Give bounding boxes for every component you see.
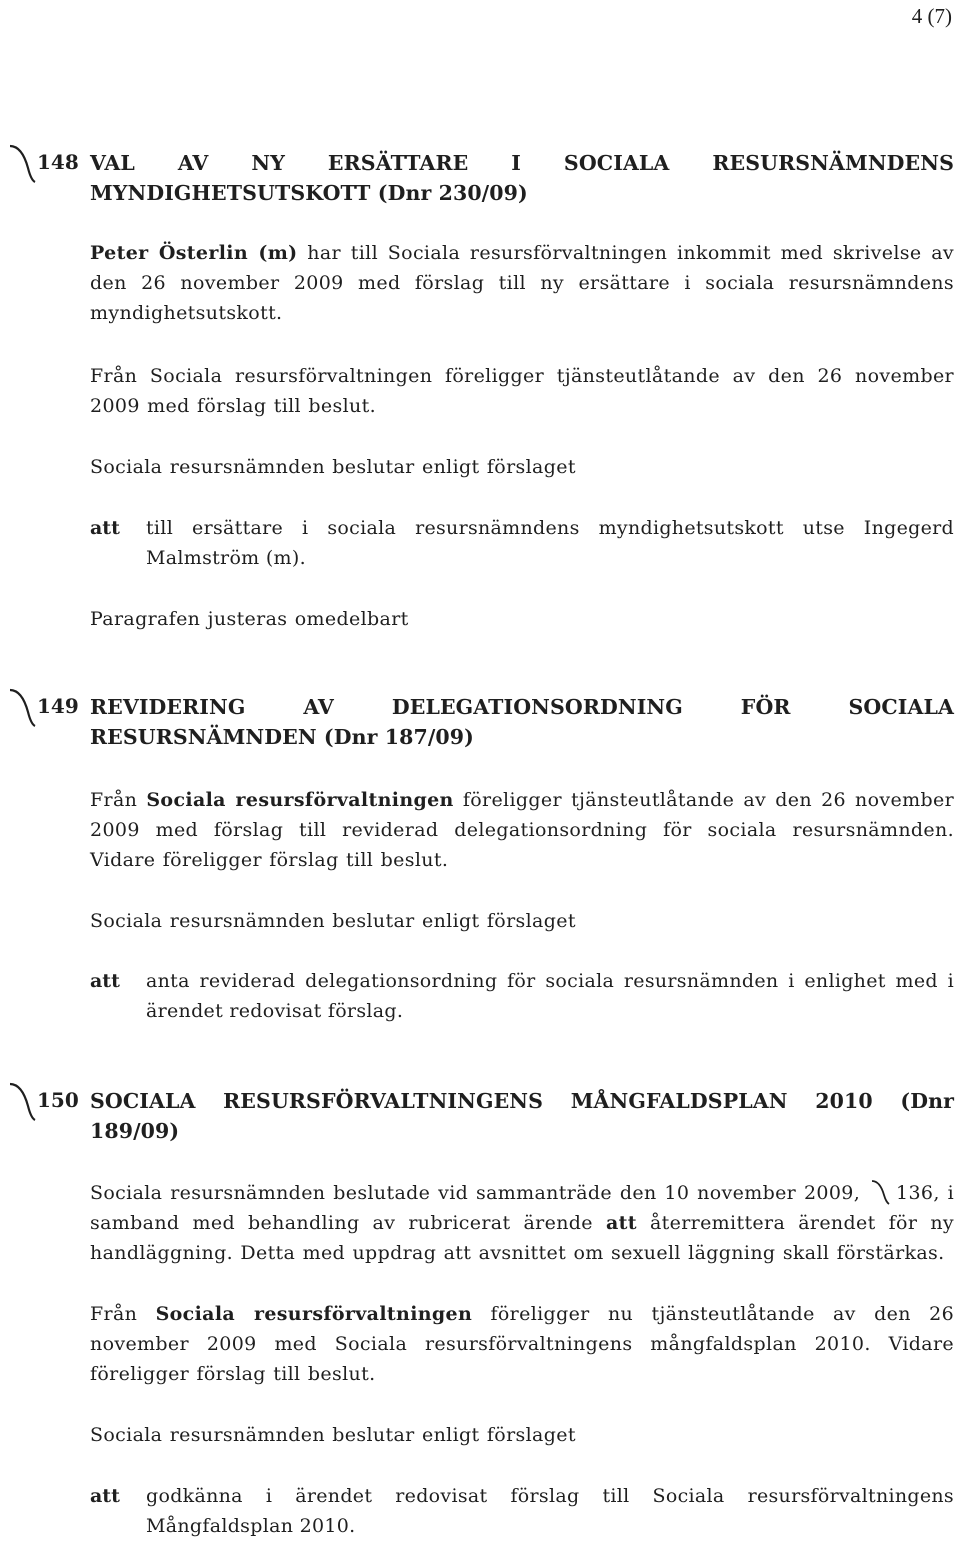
paragraph-text: återremittera ärendet för ny handläggning. Detta med uppdrag att avsnittet om sexuell läggning skall förstärkas. (90, 1212, 954, 1264)
section-148-decision-intro: Sociala resursnämnden beslutar enligt förslaget (90, 456, 576, 478)
paragraph-text: Sociala resursnämnden beslutade vid sammanträde den 10 november 2009, (90, 1182, 868, 1204)
paragraph-sign-icon (868, 1179, 890, 1205)
paragraph-sign-icon (2, 142, 36, 184)
decision-text: godkänna i ärendet redovisat förslag till Sociala resursförvaltningens Mångfaldsplan 2010. (146, 1485, 954, 1537)
att-label: att (90, 970, 120, 992)
paragraph-text: har till Sociala resursförvaltningen inkommit med skrivelse av den 26 november 2009 med förslag till ny ersättare i sociala resursnämndens myndighetsutskott. (90, 242, 954, 324)
paragraph-text: 136, i samband med behandling av rubricerat ärende (90, 1182, 954, 1234)
section-149-decision-intro: Sociala resursnämnden beslutar enligt förslaget (90, 910, 576, 932)
section-title-150: SOCIALA RESURSFÖRVALTNINGENS MÅNGFALDSPLAN 2010 (Dnr 189/09) (90, 1089, 954, 1143)
decision-text: anta reviderad delegationsordning för sociala resursnämnden i enlighet med i ärendet redovisat förslag. (146, 970, 954, 1022)
section-number-149: 149 (37, 694, 79, 718)
section-title-149: REVIDERING AV DELEGATIONSORDNING FÖR SOCIALA RESURSNÄMNDEN (Dnr 187/09) (90, 695, 954, 749)
section-149-decision (90, 966, 954, 1026)
section-150-decision-intro: Sociala resursnämnden beslutar enligt förslaget (90, 1424, 576, 1446)
department-name: Sociala resursförvaltningen (146, 789, 454, 811)
proposer-name: Peter Österlin (m) (90, 242, 298, 264)
section-number-150: 150 (37, 1088, 79, 1112)
section-148-paragraph-1 (90, 238, 954, 328)
section-number-148: 148 (37, 150, 79, 174)
att-label: att (90, 1485, 120, 1507)
section-title-148: VAL AV NY ERSÄTTARE I SOCIALA RESURSNÄMNDENS MYNDIGHETSUTSKOTT (Dnr 230/09) (90, 151, 954, 205)
att-label: att (90, 517, 120, 539)
page-number: 4 (7) (911, 4, 952, 28)
section-150-decision (90, 1481, 954, 1541)
section-148-paragraph-2: Från Sociala resursförvaltningen föreligger tjänsteutlåtande av den 26 november 2009 med förslag till beslut. (90, 365, 954, 417)
decision-text: till ersättare i sociala resursnämndens myndighetsutskott utse Ingegerd Malmström (m). (146, 517, 954, 569)
paragraph-text: föreligger tjänsteutlåtande av den 26 november 2009 med förslag till reviderad delegationsordning för sociala resursnämnden. Vidare föreligger förslag till beslut. (90, 789, 955, 871)
section-150-paragraph-1 (90, 1178, 954, 1268)
department-name: Sociala resursförvaltningen (155, 1303, 473, 1325)
section-149-paragraph-1 (90, 785, 954, 875)
att-inline: att (605, 1212, 637, 1234)
section-148-adjusted-note: Paragrafen justeras omedelbart (90, 608, 409, 630)
paragraph-text: föreligger nu tjänsteutlåtande av den 26 november 2009 med Sociala resursförvaltningens mångfaldsplan 2010. Vidare föreligger förslag till beslut. (90, 1303, 955, 1385)
paragraph-sign-icon (2, 1080, 36, 1122)
paragraph-sign-icon (2, 686, 36, 728)
section-150-paragraph-2 (90, 1299, 954, 1389)
paragraph-text: Från (90, 1303, 156, 1325)
paragraph-text: Från (90, 789, 147, 811)
section-148-decision (90, 513, 954, 573)
